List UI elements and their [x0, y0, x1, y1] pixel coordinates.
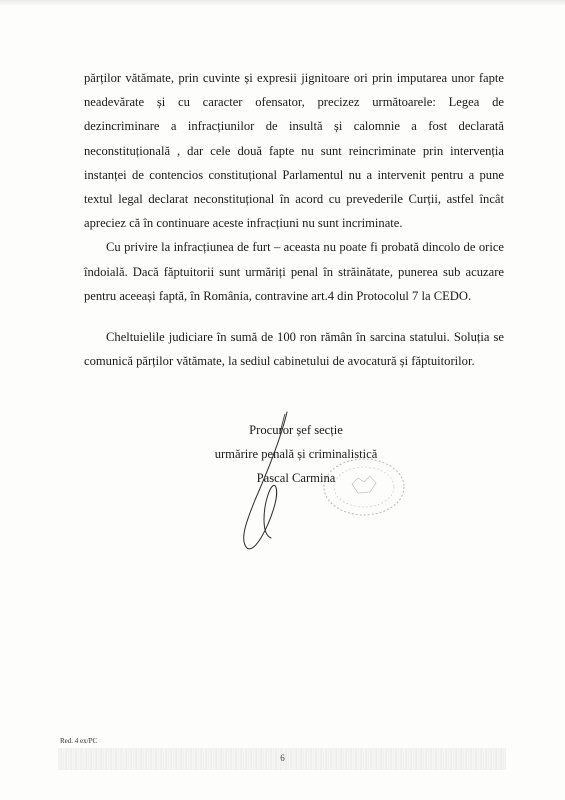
signature-block [196, 418, 396, 490]
paragraph-insult-calumny: părților vătămate, prin cuvinte și expresii jignitoare ori prin imputarea unor fapte neadevărate și cu caracter ofensator, precizez următoarele: Legea de dezincriminare a infracțiunilor de insultă și calomnie a fost declarată neconstituțională , dar cele două fapte nu sunt reincriminate prin intervenția instanței de contencios constituțional Parlamentul nu a intervenit pentru a pune textul legal declarat neconstituțional în acord cu prevederile Curții, astfel încât apreciez că în continuare aceste infracțiuni nu sunt incriminate. [84, 71, 504, 231]
signatory-name: Pascal Carmina [256, 471, 336, 485]
paragraph-costs: Cheltuielile judiciare în sumă de 100 ron rămân în sarcina statului. Soluția se comunică părților vătămate, la sediul cabinetului de avocatură și făptuitorilor. [84, 330, 504, 369]
document-body [84, 66, 504, 373]
page-number: 6 [280, 753, 285, 763]
paragraph-theft: Cu privire la infracțiunea de furt – aceasta nu poate fi probată dincolo de orice îndoială. Dacă făptuitorii sunt urmăriți penal în străinătate, punerea sub acuzare pentru aceeași faptă, în România, contravine art.4 din Protocolul 7 la CEDO. [84, 240, 504, 303]
signatory-department: urmărire penală și criminalistică [214, 447, 378, 461]
signatory-title: Procuror șef secție [249, 423, 343, 437]
footer-reference: Red. 4 ex/PC [60, 737, 98, 745]
paper-edge [0, 0, 565, 6]
